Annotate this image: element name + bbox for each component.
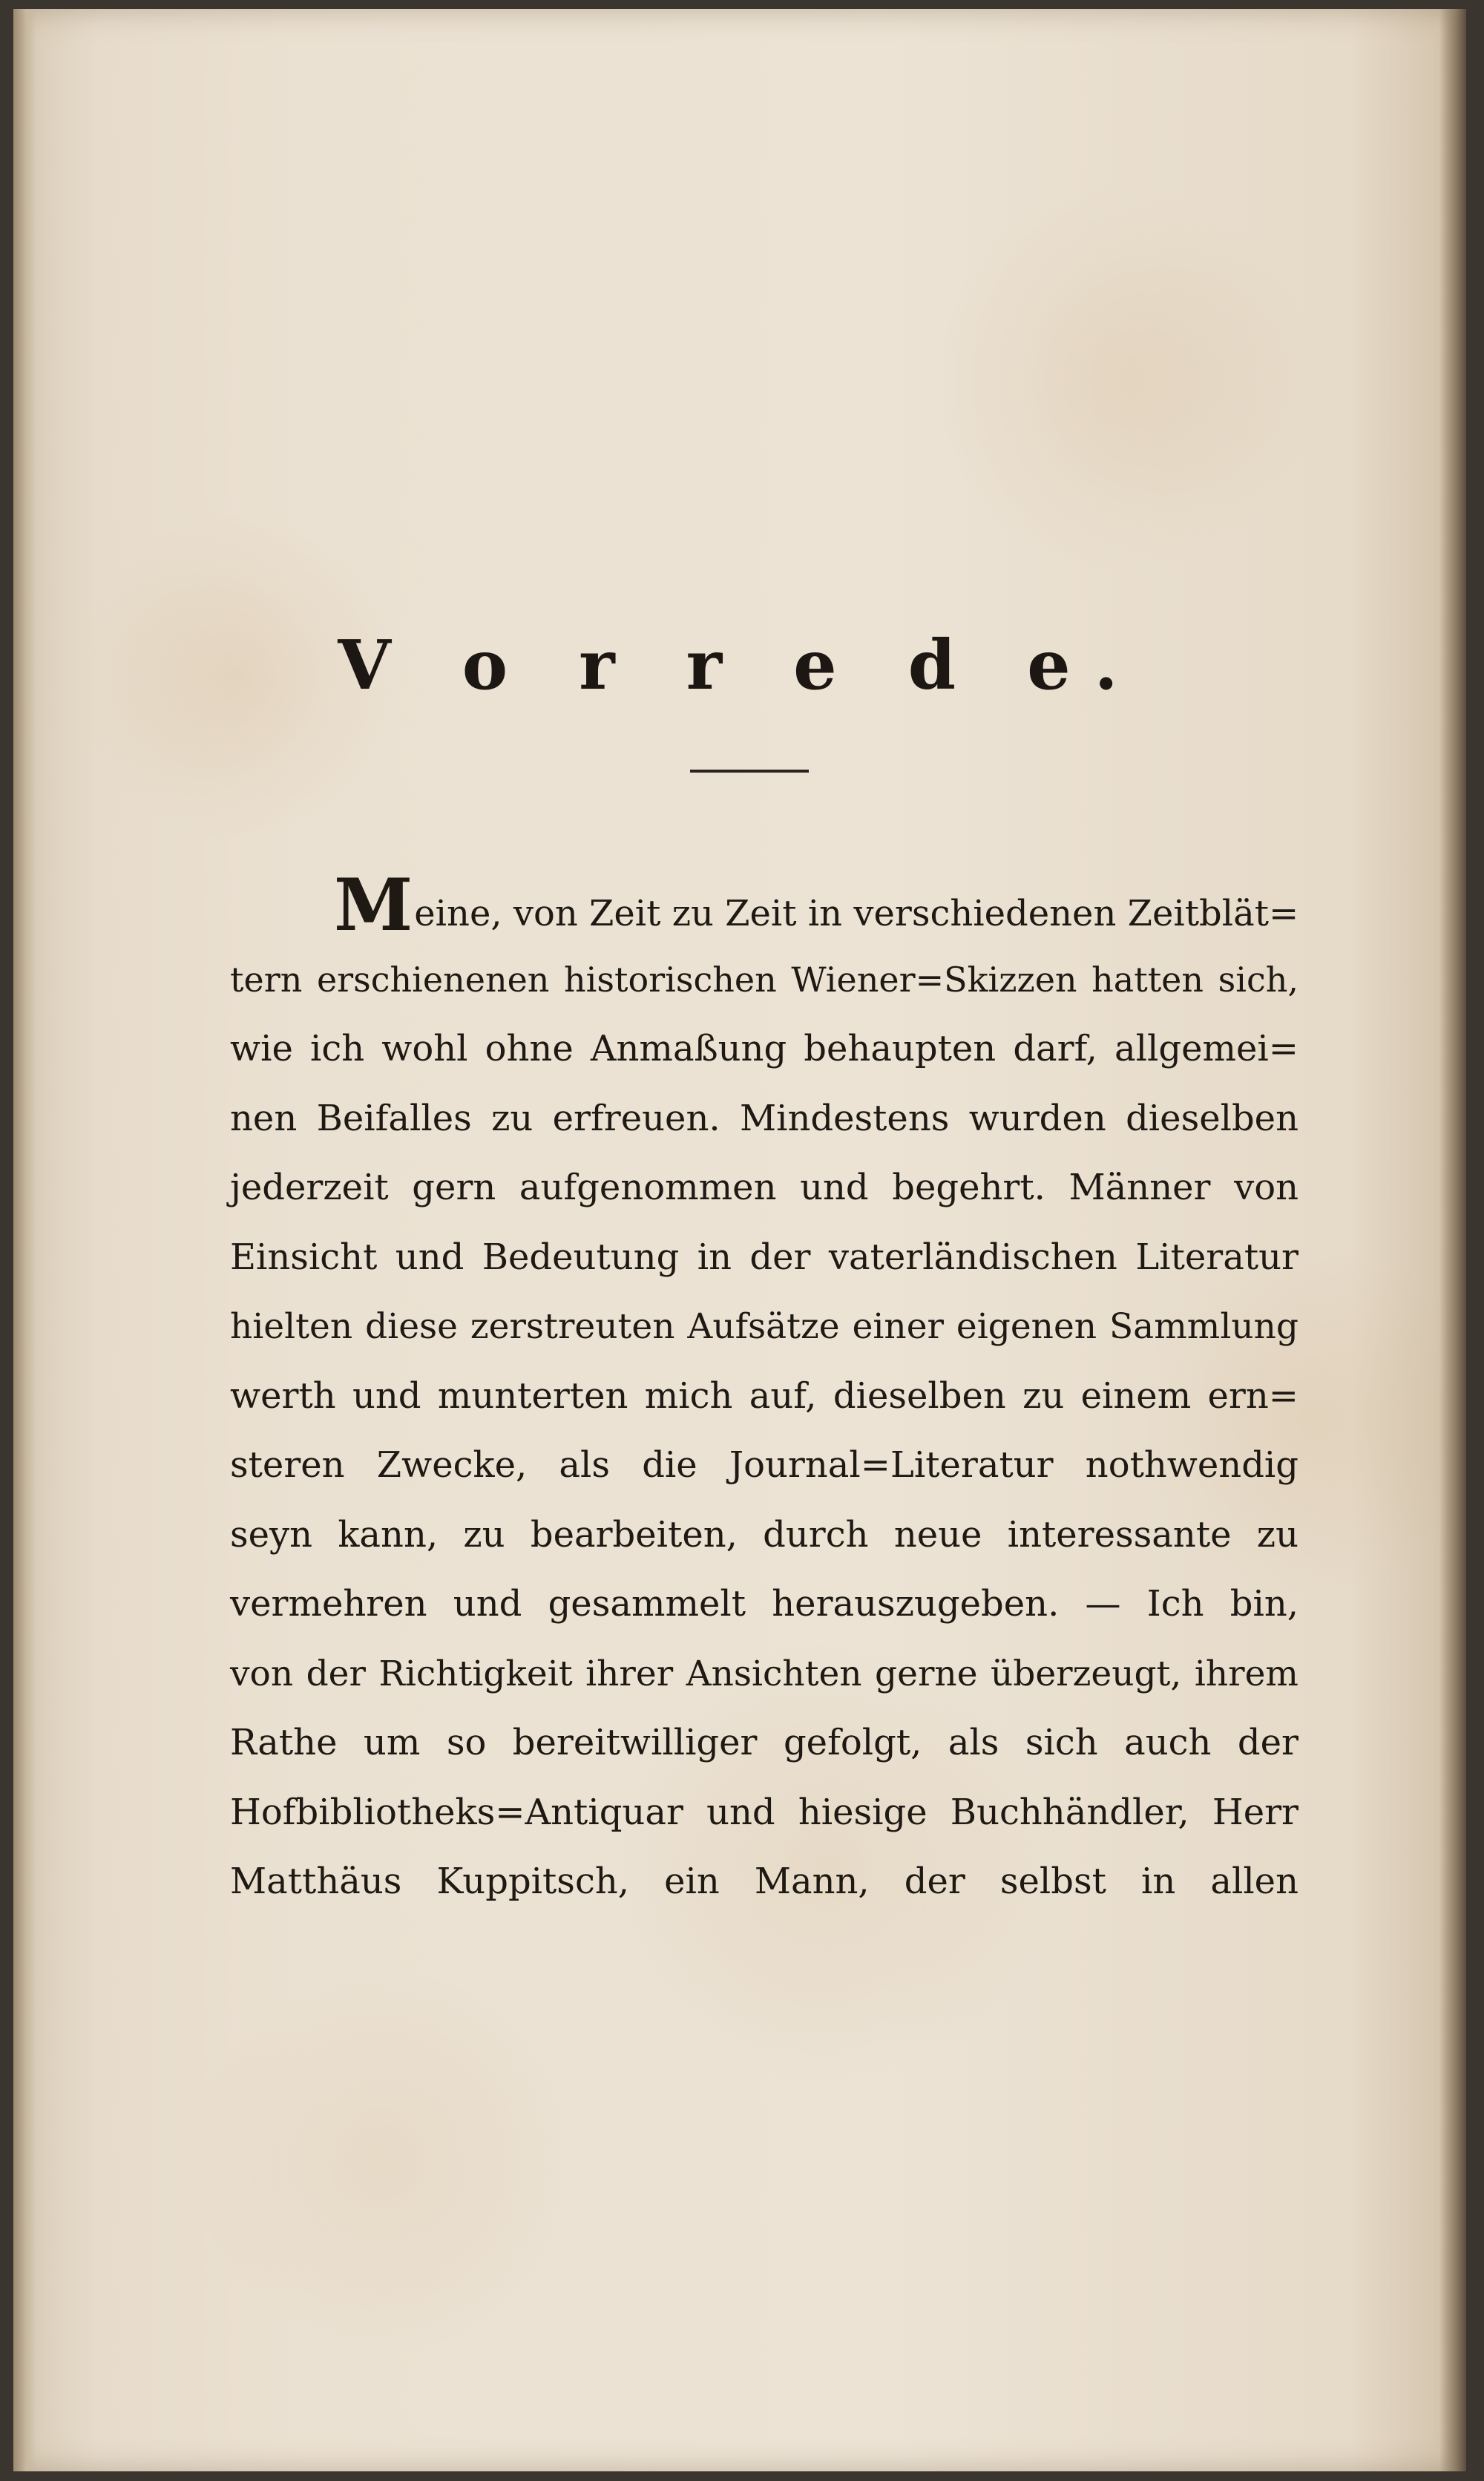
preface-paragraph	[230, 863, 1299, 1917]
text-line: seyn kann, zu bearbeiten, durch neue interessante zu	[230, 1513, 1298, 1556]
text-line: Rathe um so bereitwilliger gefolgt, als sich auch der	[230, 1722, 1298, 1763]
text-line: Hofbibliotheks=Antiquar und hiesige Buchhändler, Herr	[230, 1791, 1298, 1833]
book-page	[13, 9, 1466, 2471]
text-line: von der Richtigkeit ihrer Ansichten gerne überzeugt, ihrem	[230, 1653, 1298, 1694]
page-edge	[1439, 9, 1466, 2471]
text-line: tern erschienenen historischen Wiener=Skizzen hatten sich,	[230, 959, 1298, 1000]
text-line: Matthäus Kuppitsch, ein Mann, der selbst in allen	[230, 1861, 1298, 1902]
binding-edge	[13, 9, 36, 2471]
text-line: werth und munterten mich auf, dieselben zu einem ern=	[230, 1374, 1298, 1417]
text-line: steren Zwecke, als die Journal=Literatur nothwendig	[230, 1444, 1298, 1486]
page-title: V o r r e d e.	[338, 625, 1142, 705]
text-line: nen Beifalles zu erfreuen. Mindestens wurden dieselben	[230, 1097, 1298, 1139]
text-line: vermehren und gesammelt herauszugeben. — Ich bin,	[230, 1583, 1298, 1625]
drop-cap: M	[334, 863, 413, 947]
text-line-content: eine, von Zeit zu Zeit in verschiedenen Zeitblät=	[414, 893, 1299, 934]
text-line: wie ich wohl ohne Anmaßung behaupten darf, allgemei=	[230, 1028, 1298, 1069]
text-line: Einsicht und Bedeutung in der vaterländischen Literatur	[230, 1236, 1298, 1278]
text-line: hielten diese zerstreuten Aufsätze einer eigenen Sammlung	[230, 1306, 1298, 1347]
title-divider	[690, 770, 809, 773]
text-line	[230, 863, 1299, 947]
text-line: jederzeit gern aufgenommen und begehrt. Männer von	[230, 1167, 1298, 1208]
